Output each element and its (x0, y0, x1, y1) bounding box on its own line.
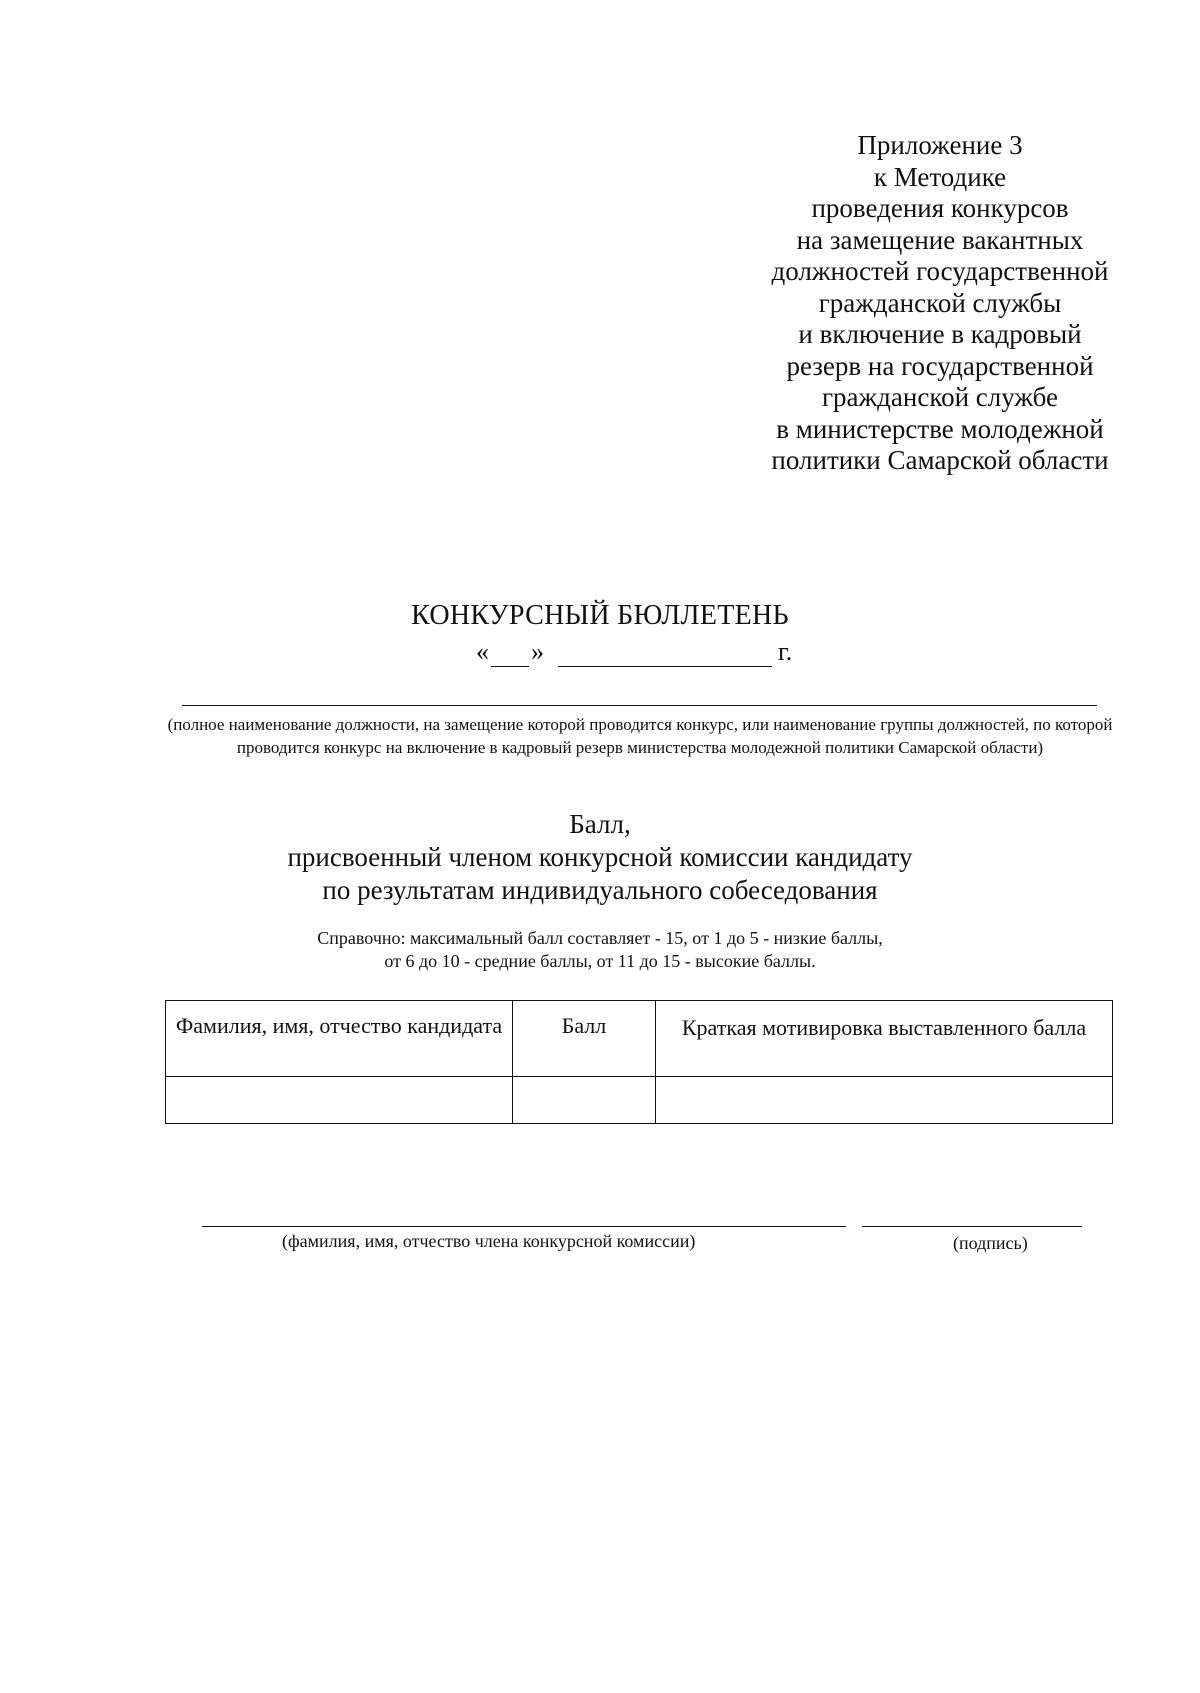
appendix-header (740, 130, 1140, 477)
year-suffix: г. (778, 637, 793, 666)
appendix-line: гражданской службы (818, 287, 1062, 318)
close-quote: » (531, 637, 544, 666)
table-header-row (166, 1001, 1113, 1077)
appendix-line: на замещение вакантных (796, 224, 1084, 255)
date-line (476, 637, 792, 671)
reference-line: от 6 до 10 - средние баллы, от 11 до 15 - высокие баллы. (384, 951, 816, 971)
reference-note (0, 927, 1200, 973)
cell-motivation[interactable] (656, 1077, 1113, 1124)
position-caption: (полное наименование должности, на замещение которой проводится конкурс, или наименование группы должностей, по которой проводится конкурс на включение в кадровый резерв министерства молодежной политики Самарской области) (167, 715, 1113, 757)
appendix-line: резерв на государственной (786, 350, 1094, 381)
appendix-line: гражданской службе (821, 382, 1059, 412)
header-candidate-name: Фамилия, имя, отчество кандидата (166, 1001, 513, 1077)
table-row (166, 1077, 1113, 1124)
month-blank[interactable] (558, 642, 772, 667)
score-heading-line: Балл, (569, 809, 631, 839)
header-motivation: Краткая мотивировка выставленного балла (656, 1001, 1113, 1077)
appendix-line: к Методике (873, 161, 1007, 192)
reference-line: Справочно: максимальный балл составляет - 15, от 1 до 5 - низкие баллы, (317, 928, 883, 948)
day-blank[interactable] (491, 642, 529, 667)
appendix-line: и включение в кадровый (798, 319, 1082, 349)
appendix-line: в министерстве молодежной (776, 413, 1104, 444)
member-name-blank-line[interactable] (202, 1226, 846, 1227)
position-blank-line[interactable] (182, 705, 1097, 706)
header-score: Балл (513, 1001, 656, 1077)
signature-blank-line[interactable] (862, 1226, 1082, 1227)
signature-caption: (подпись) (953, 1233, 1028, 1253)
score-heading-line: по результатам индивидуального собеседования (322, 875, 878, 905)
score-heading (0, 808, 1200, 907)
cell-candidate-name[interactable] (166, 1077, 513, 1124)
member-name-caption: (фамилия, имя, отчество члена конкурсной комиссии) (282, 1231, 696, 1251)
appendix-line: проведения конкурсов (811, 193, 1069, 223)
open-quote: « (476, 637, 489, 666)
appendix-line: должностей государственной (771, 256, 1109, 286)
cell-score[interactable] (513, 1077, 656, 1124)
ballot-table (165, 1000, 1113, 1124)
document-title: КОНКУРСНЫЙ БЮЛЛЕТЕНЬ (411, 600, 789, 631)
appendix-line: политики Самарской области (771, 445, 1109, 475)
score-heading-line: присвоенный членом конкурсной комиссии кандидату (287, 842, 913, 872)
appendix-line: Приложение 3 (857, 130, 1023, 160)
